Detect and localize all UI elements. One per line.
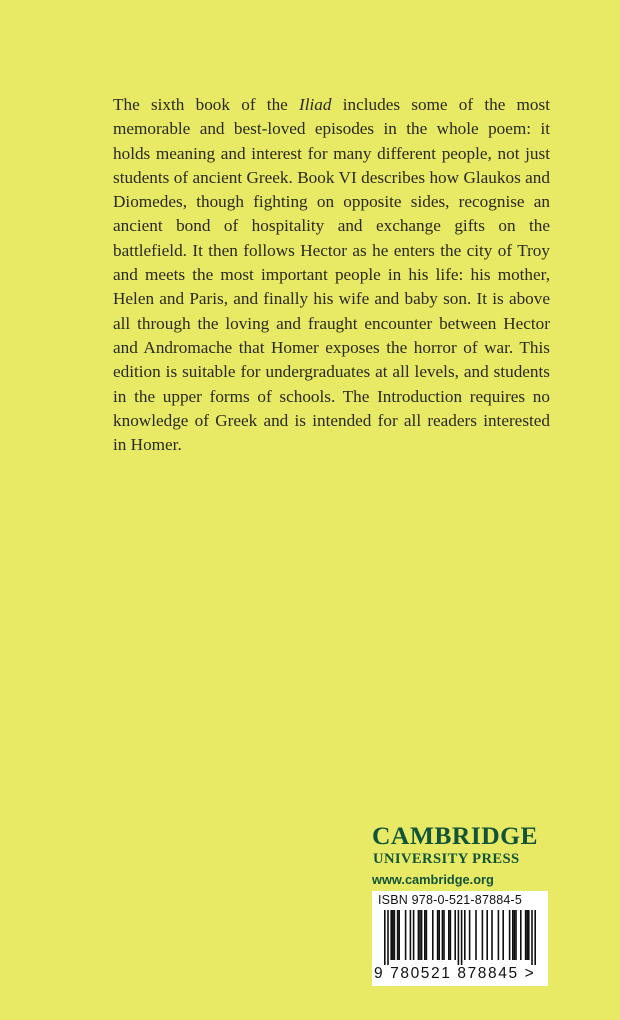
barcode-bar [526,910,528,960]
barcode-bar [515,910,517,960]
barcode-bar [405,910,407,960]
barcode-bar [454,910,456,960]
barcode-bar [486,910,488,960]
barcode-digits: 9 780521 878845 > [374,965,536,982]
publisher-name: CAMBRIDGE [372,821,539,850]
barcode-bar [419,910,421,960]
barcode-bar [387,910,389,965]
barcode-bar [534,910,536,965]
back-cover-blurb [113,93,550,457]
barcode-bar [464,910,466,960]
publisher-subtitle: UNIVERSITY PRESS [373,851,520,867]
barcode-bar [426,910,428,960]
barcode-bar [413,910,415,960]
barcode-bar [442,910,444,960]
barcode-bar [520,910,522,960]
barcode-bar [424,910,426,960]
barcode-bar [437,910,439,960]
barcode-bar [514,910,516,960]
barcode-bar [502,910,504,960]
barcode-bar [482,910,484,960]
barcode-bar [443,910,445,960]
blurb-text-rest: includes some of the most memorable and best-loved episodes in the whole poem: it holds meaning and interest for many different people, not just students of ancient Greek. Book VI describes how Glaukos and Diomedes, though fighting on opposite sides, recognise an ancient bond of hospitality and exchange gifts on the battlefield. It then follows Hector as he enters the city of Troy and meets the most important people in his life: his mother, Helen and Paris, and finally his wife and baby son. It is above all through the loving and fraught encounter between Hector and Andromache that Homer exposes the horror of war. This edition is suitable for undergraduates at all levels, and students in the upper forms of schools. The Introduction requires no knowledge of Greek and is intended for all readers interested in Homer. [113,95,550,455]
barcode-bar [525,910,527,960]
barcode-bar [432,910,434,960]
barcode-bar [418,910,420,960]
publisher-url[interactable]: www.cambridge.org [372,872,494,887]
barcode-bar [384,910,386,965]
barcode-bars [384,910,536,965]
publisher-logo [372,822,546,888]
barcode-bar [397,910,399,960]
barcode-bar [461,910,463,965]
barcode-bar [509,910,511,960]
barcode-bar [392,910,394,960]
barcode-bar [528,910,530,960]
barcode-bar [410,910,412,960]
isbn-label: ISBN 978-0-521-87884-5 [378,893,523,907]
blurb-text-start: The sixth book of the [113,95,300,114]
barcode-bar [398,910,400,960]
barcode-bar [469,910,471,960]
barcode-bar [475,910,477,960]
barcode-bar [498,910,500,960]
barcode-bar [394,910,396,960]
barcode-bar [421,910,423,960]
barcode-bar [531,910,533,965]
barcode-bar [458,910,460,965]
barcode-bar [438,910,440,960]
barcode-bar [450,910,452,960]
barcode-panel [372,891,548,986]
book-title-italic: Iliad [299,95,332,114]
barcode-bar [512,910,514,960]
barcode-bar [491,910,493,960]
barcode-bar [448,910,450,960]
barcode-bar [390,910,392,960]
